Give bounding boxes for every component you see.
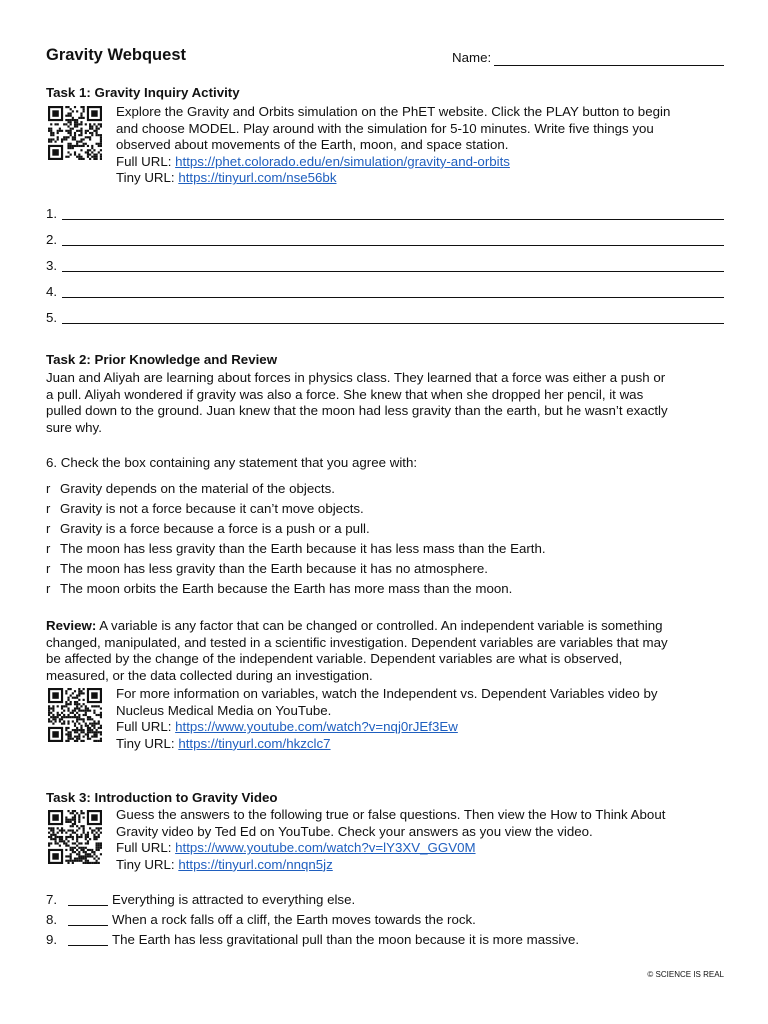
tiny-url-label: Tiny URL:	[116, 856, 179, 872]
full-url-label: Full URL:	[116, 153, 176, 169]
task3-instructions	[116, 807, 724, 873]
checkbox-icon[interactable]: r	[46, 480, 51, 496]
review-paragraph	[46, 618, 724, 684]
task2-story	[46, 370, 724, 436]
answer-line-3[interactable]	[46, 258, 724, 276]
name-label: Name:	[452, 50, 492, 65]
answer-number: 4.	[46, 284, 58, 299]
statement-item[interactable]	[46, 559, 724, 579]
task1-instructions	[116, 104, 724, 187]
qr-code-icon	[48, 106, 102, 160]
task3-full-url-row	[116, 840, 724, 857]
story-line: Juan and Aliyah are learning about forces in physics class. They learned that a force was either a push or	[46, 370, 666, 385]
story-line: a pull. Aliyah wondered if gravity was also a force. She knew that when she dropped her pencil, it was	[46, 386, 644, 402]
statement-text: Gravity is a force because a force is a push or a pull.	[60, 520, 370, 536]
true-false-list	[46, 890, 724, 950]
checkbox-icon[interactable]: r	[46, 560, 51, 576]
answer-rule	[62, 323, 724, 324]
answer-line-5[interactable]	[46, 310, 724, 328]
answer-number: 1.	[46, 206, 58, 221]
task1-text-line: Explore the Gravity and Orbits simulation on the PhET website. Click the PLAY button to begin	[116, 104, 671, 119]
task3-full-url-link[interactable]: https://www.youtube.com/watch?v=lY3XV_GGV0M	[175, 840, 476, 856]
statement-item[interactable]	[46, 479, 724, 499]
statement-item[interactable]	[46, 499, 724, 519]
review-label: Review:	[46, 618, 97, 633]
statement-text: The moon has less gravity than the Earth because it has no atmosphere.	[60, 560, 488, 576]
story-line: pulled down to the ground. Juan knew that the moon had less gravity than the earth, but he wasn’t exactly	[46, 403, 668, 419]
tf-question	[46, 910, 724, 930]
video-text-line: For more information on variables, watch the Independent vs. Dependent Variables video by	[116, 686, 658, 701]
qr-code-icon	[48, 688, 102, 742]
story-line: sure why.	[46, 419, 102, 435]
video-text-line: Nucleus Medical Media on YouTube.	[116, 702, 332, 718]
task2-tiny-url-link[interactable]: https://tinyurl.com/hkzclc7	[178, 735, 331, 751]
task1-text-line: and choose MODEL. Play around with the simulation for 5-10 minutes. Write five things you	[116, 120, 654, 136]
statement-text: The moon has less gravity than the Earth because it has less mass than the Earth.	[60, 540, 546, 556]
worksheet-page	[46, 0, 724, 1024]
question-6: 6. Check the box containing any statement that you agree with:	[46, 455, 418, 470]
copyright-footer: © SCIENCE IS REAL	[647, 970, 724, 979]
tf-text: Everything is attracted to everything else.	[112, 891, 356, 907]
qr-code-icon	[48, 810, 102, 864]
answer-number: 2.	[46, 232, 58, 247]
tiny-url-label: Tiny URL:	[116, 735, 179, 751]
name-field[interactable]	[452, 50, 724, 68]
statement-text: Gravity depends on the material of the objects.	[60, 480, 335, 496]
task1-full-url-link[interactable]: https://phet.colorado.edu/en/simulation/gravity-and-orbits	[175, 153, 510, 169]
tf-answer-blank[interactable]	[68, 914, 108, 926]
page-title: Gravity Webquest	[46, 46, 186, 64]
tiny-url-label: Tiny URL:	[116, 170, 179, 186]
full-url-label: Full URL:	[116, 719, 176, 735]
task1-tiny-url-link[interactable]: https://tinyurl.com/nse56bk	[178, 170, 337, 186]
answer-rule	[62, 297, 724, 298]
review-line	[46, 618, 724, 635]
task3-heading: Task 3: Introduction to Gravity Video	[46, 790, 278, 805]
statement-item[interactable]	[46, 539, 724, 559]
task2-full-url-link[interactable]: https://www.youtube.com/watch?v=nqj0rJEf3Ew	[175, 719, 458, 735]
statement-item[interactable]	[46, 579, 724, 599]
name-line	[494, 65, 724, 66]
task2-video-info	[116, 686, 724, 752]
task3-text-line: Gravity video by Ted Ed on YouTube. Check your answers as you view the video.	[116, 823, 593, 839]
tf-question	[46, 930, 724, 950]
tf-number: 7.	[46, 891, 58, 907]
tf-answer-blank[interactable]	[68, 934, 108, 946]
task2-heading: Task 2: Prior Knowledge and Review	[46, 352, 278, 367]
task1-full-url-row	[116, 154, 724, 171]
task1-tiny-url-row	[116, 170, 724, 187]
tf-question	[46, 890, 724, 910]
task2-full-url-row	[116, 719, 724, 736]
review-line: changed, manipulated, and tested in a scientific investigation. Dependent variables are variables that may	[46, 634, 668, 650]
task3-tiny-url-link[interactable]: https://tinyurl.com/nnqn5jz	[178, 856, 333, 872]
review-line: measured, or the data collected during an investigation.	[46, 667, 373, 683]
review-text: A variable is any factor that can be changed or controlled. An independent variable is something	[96, 618, 663, 633]
answer-rule	[62, 219, 724, 220]
full-url-label: Full URL:	[116, 840, 176, 856]
answer-rule	[62, 271, 724, 272]
checkbox-icon[interactable]: r	[46, 500, 51, 516]
task3-text-line: Guess the answers to the following true or false questions. Then view the How to Think About	[116, 807, 666, 822]
answer-line-2[interactable]	[46, 232, 724, 250]
answer-number: 5.	[46, 310, 58, 325]
tf-text: When a rock falls off a cliff, the Earth moves towards the rock.	[112, 911, 476, 927]
tf-text: The Earth has less gravitational pull than the moon because it is more massive.	[112, 931, 580, 947]
statement-text: The moon orbits the Earth because the Earth has more mass than the moon.	[60, 580, 513, 596]
task2-tiny-url-row	[116, 736, 724, 753]
tf-number: 8.	[46, 911, 58, 927]
answer-rule	[62, 245, 724, 246]
task3-tiny-url-row	[116, 857, 724, 874]
statement-item[interactable]	[46, 519, 724, 539]
checkbox-icon[interactable]: r	[46, 580, 51, 596]
task1-heading: Task 1: Gravity Inquiry Activity	[46, 85, 240, 100]
task1-text-line: observed about movements of the Earth, moon, and space station.	[116, 137, 509, 153]
review-line: be affected by the change of the independent variable. Dependent variables are what is observed,	[46, 651, 623, 667]
statement-text: Gravity is not a force because it can’t move objects.	[60, 500, 364, 516]
statement-checklist	[46, 479, 724, 599]
tf-number: 9.	[46, 931, 58, 947]
answer-line-4[interactable]	[46, 284, 724, 302]
checkbox-icon[interactable]: r	[46, 540, 51, 556]
answer-line-1[interactable]	[46, 206, 724, 224]
tf-answer-blank[interactable]	[68, 894, 108, 906]
answer-number: 3.	[46, 258, 58, 273]
checkbox-icon[interactable]: r	[46, 520, 51, 536]
